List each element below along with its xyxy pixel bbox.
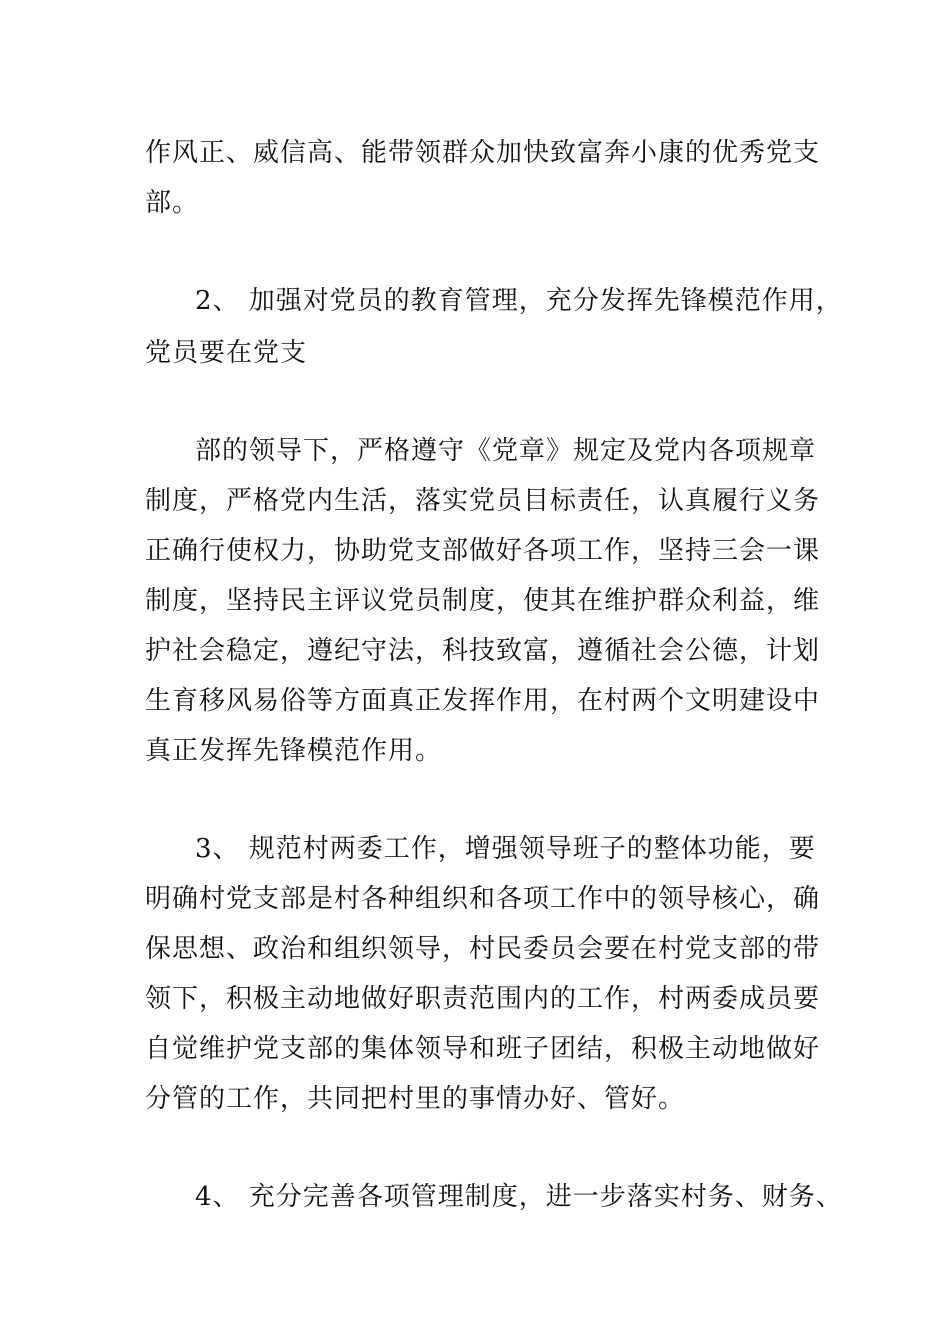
text-line: 分管的工作，共同把村里的事情办好、管好。	[145, 1084, 686, 1114]
text-line: 制度，坚持民主评议党员制度，使其在维护群众利益，维	[145, 586, 821, 616]
text-line: 部。	[145, 188, 200, 218]
text-line: 4、 充分完善各项管理制度，进一步落实村务、财务、	[195, 1182, 843, 1212]
text-line: 领下，积极主动地做好职责范围内的工作，村两委成员要	[145, 984, 821, 1014]
text-line: 保思想、政治和组织领导，村民委员会要在村党支部的带	[145, 934, 821, 964]
text-line: 正确行使权力，协助党支部做好各项工作，坚持三会一课	[145, 536, 821, 566]
text-line: 部的领导下，严格遵守《党章》规定及党内各项规章	[195, 436, 817, 466]
text-line: 护社会稳定，遵纪守法，科技致富，遵循社会公德，计划	[145, 636, 821, 666]
text-line: 真正发挥先锋模范作用。	[145, 736, 443, 766]
text-line: 明确村党支部是村各种组织和各项工作中的领导核心，确	[145, 884, 821, 914]
text-line: 2、 加强对党员的教育管理，充分发挥先锋模范作用，	[195, 286, 843, 316]
text-line: 作风正、威信高、能带领群众加快致富奔小康的优秀党支	[145, 138, 821, 168]
text-line: 自觉维护党支部的集体领导和班子团结，积极主动地做好	[145, 1034, 821, 1064]
text-line: 3、 规范村两委工作，增强领导班子的整体功能，要	[195, 834, 816, 864]
text-line: 党员要在党支	[145, 338, 308, 368]
text-line: 生育移风易俗等方面真正发挥作用，在村两个文明建设中	[145, 686, 821, 716]
text-line: 制度，严格党内生活，落实党员目标责任，认真履行义务	[145, 486, 821, 516]
